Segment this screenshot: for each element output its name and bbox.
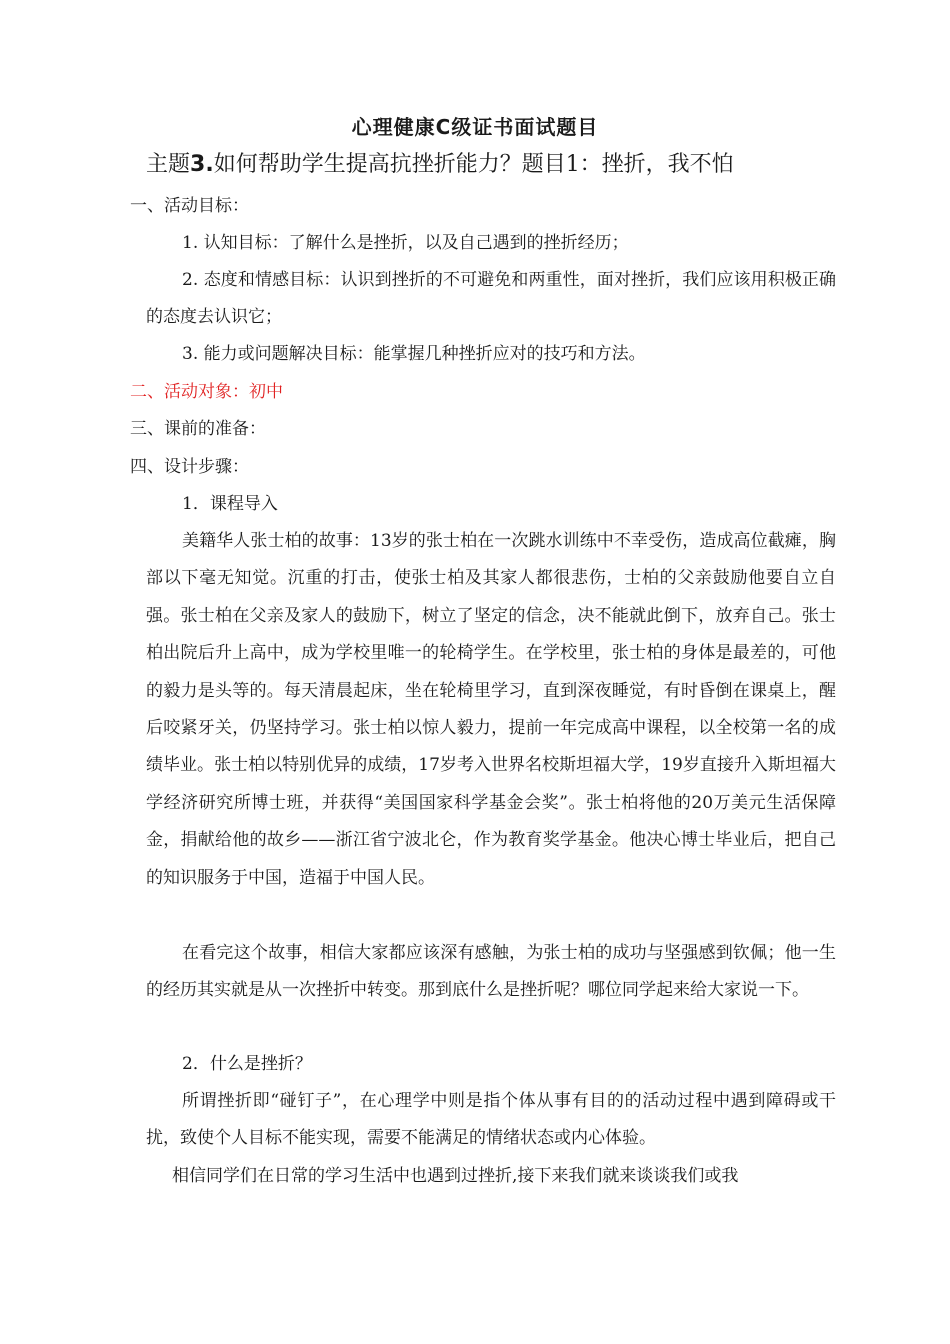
transition-line: 相信同学们在日常的学习生活中也遇到过挫折,接下来我们就来谈谈我们或我 xyxy=(172,1166,739,1186)
step-intro-heading: 1．课程导入 xyxy=(182,494,278,514)
goal-attitude: 2. 态度和情感目标：认识到挫折的不可避免和两重性，面对挫折，我们应该用积极正确的态度去认识它； xyxy=(146,270,836,328)
goal-cognitive: 1. 认知目标：了解什么是挫折，以及自己遇到的挫折经历； xyxy=(182,233,629,253)
story-paragraph: 美籍华人张士柏的故事：13岁的张士柏在一次跳水训练中不幸受伤，造成高位截瘫，胸部以下毫无知觉。沉重的打击，使张士柏及其家人都很悲伤，士柏的父亲鼓励他要自立自强。张士柏在父亲及家人的鼓励下，树立了坚定的信念，决不能就此倒下，放弃自己。张士柏出院后升上高中，成为学校里唯一的轮椅学生。在学校里，张士柏的身体是最差的，可他的毅力是头等的。每天清晨起床，坐在轮椅里学习，直到深夜睡觉，有时昏倒在课桌上，醒后咬紧牙关，仍坚持学习。张士柏以惊人毅力，提前一年完成高中课程，以全校第一名的成绩毕业。张士柏以特别优异的成绩，17岁考入世界名校斯坦福大学，19岁直接升入斯坦福大学经济研究所博士班，并获得“美国国家科学基金会奖”。张士柏将他的20万美元生活保障金，捐献给他的故乡——浙江省宁波北仑，作为教育奖学基金。他决心博士毕业后，把自己的知识服务于中国，造福于中国人民。 xyxy=(146,531,836,888)
subject-text: 如何帮助学生提高抗挫折能力？题目1：挫折，我不怕 xyxy=(213,152,734,177)
goal-ability: 3. 能力或问题解决目标：能掌握几种挫折应对的技巧和方法。 xyxy=(182,344,646,364)
definition-paragraph: 所谓挫折即“碰钉子”，在心理学中则是指个体从事有目的的活动过程中遇到障碍或干扰，致使个人目标不能实现，需要不能满足的情绪状态或内心体验。 xyxy=(146,1091,836,1149)
subject-heading xyxy=(146,148,734,182)
subject-prefix: 主题 xyxy=(146,152,191,177)
step-definition-heading: 2．什么是挫折？ xyxy=(182,1054,312,1074)
section-target-heading: 二、活动对象：初中 xyxy=(130,382,283,402)
subject-number: 3. xyxy=(190,152,214,177)
reflection-paragraph: 在看完这个故事，相信大家都应该深有感触，为张士柏的成功与坚强感到钦佩；他一生的经历其实就是从一次挫折中转变。那到底什么是挫折呢？哪位同学起来给大家说一下。 xyxy=(146,943,836,1001)
section-steps-heading: 四、设计步骤： xyxy=(130,457,249,477)
section-prep-heading: 三、课前的准备： xyxy=(130,419,266,439)
document-title: 心理健康C级证书面试题目 xyxy=(351,115,599,139)
section-goals-heading: 一、活动目标： xyxy=(130,196,249,216)
